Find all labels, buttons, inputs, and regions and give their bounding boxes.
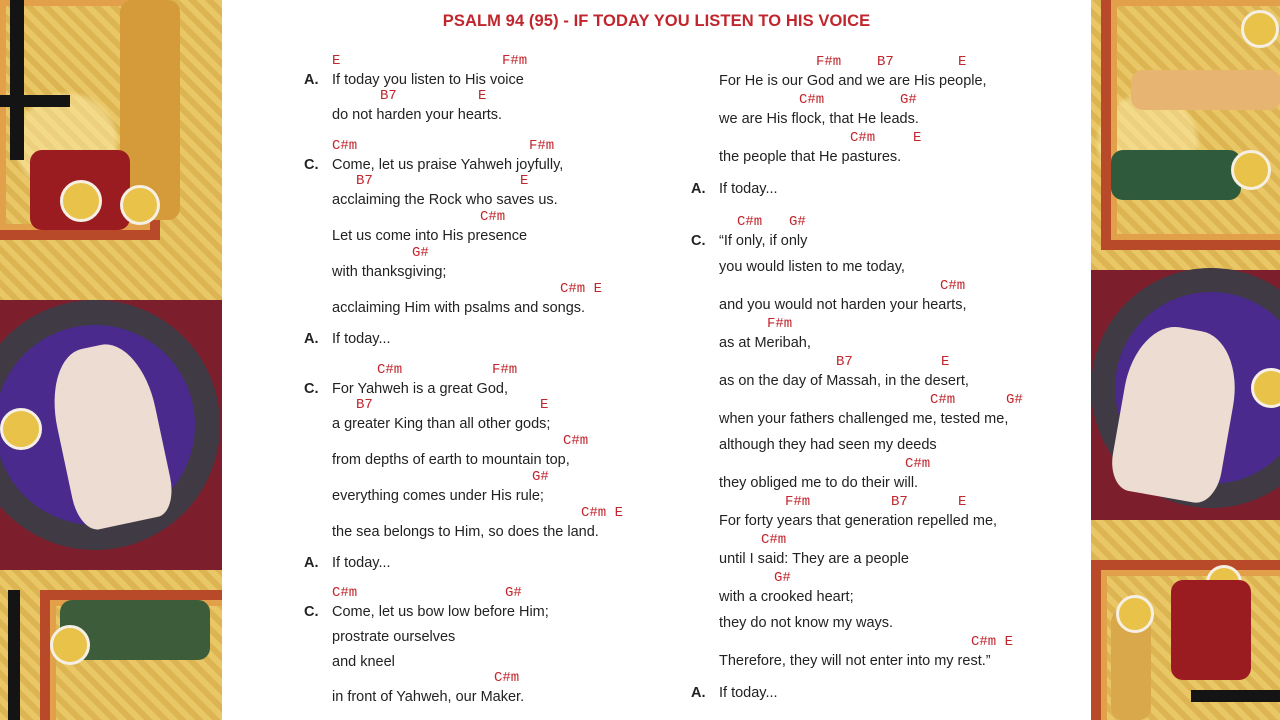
lyric-line <box>304 585 549 621</box>
chord-symbol: E <box>958 54 967 70</box>
lyric-line <box>332 281 603 317</box>
chord-symbol: F#m <box>529 138 555 154</box>
lyric-text: acclaiming the Rock who saves us. <box>332 192 558 208</box>
chord-symbol: E <box>478 88 487 104</box>
chord-symbol: E <box>540 397 549 413</box>
lyric-line <box>304 554 391 572</box>
lyric-line <box>719 570 854 606</box>
chord-symbol: E <box>958 494 967 510</box>
lyric-line <box>691 180 778 198</box>
lyric-text: If today... <box>719 685 778 701</box>
part-marker: C. <box>691 233 706 249</box>
chord-symbol: G# <box>774 570 791 586</box>
chord-symbol: C#m <box>799 92 825 108</box>
lyric-text: Come, let us bow low before Him; <box>332 604 549 620</box>
lyric-line <box>719 456 931 492</box>
lyric-text: Come, let us praise Yahweh joyfully, <box>332 157 564 173</box>
lyric-line <box>719 92 919 128</box>
part-marker: C. <box>304 157 319 173</box>
lyric-text: with a crooked heart; <box>719 589 854 605</box>
lyric-line <box>719 614 893 632</box>
lyric-text: “If only, if only <box>719 233 808 249</box>
lyric-line <box>719 392 1023 428</box>
chord-symbol: E <box>941 354 950 370</box>
chord-symbol: F#m <box>492 362 518 378</box>
part-marker: A. <box>691 685 706 701</box>
lyric-text: and kneel <box>332 654 395 670</box>
lyric-line <box>332 670 525 706</box>
lyric-line <box>691 684 778 702</box>
lyric-text: acclaiming Him with psalms and songs. <box>332 300 586 316</box>
chord-symbol: E <box>520 173 529 189</box>
chord-symbol: C#m <box>377 362 403 378</box>
right-decorative-panel <box>1091 0 1280 720</box>
chord-symbol: C#m <box>737 214 763 230</box>
lyric-line <box>332 469 549 505</box>
chord-symbol: G# <box>412 245 429 261</box>
chord-symbol: C#m <box>332 585 358 601</box>
lyric-text: prostrate ourselves <box>332 629 456 645</box>
lyric-line <box>332 505 624 541</box>
lyric-line <box>332 173 558 209</box>
lyric-line <box>691 214 808 250</box>
lyric-line <box>719 316 811 352</box>
lyric-text: although they had seen my deeds <box>719 437 937 453</box>
chord-symbol: C#m <box>850 130 876 146</box>
lyric-line <box>719 354 969 390</box>
lyric-text: as at Meribah, <box>719 335 811 351</box>
part-marker: A. <box>304 72 319 88</box>
lyric-line <box>332 209 528 245</box>
lyric-line <box>719 54 987 90</box>
chord-symbol: C#m <box>332 138 358 154</box>
lyric-text: If today... <box>719 181 778 197</box>
lyric-line <box>719 278 967 314</box>
lyric-text: in front of Yahweh, our Maker. <box>332 689 525 705</box>
lyric-text: you would listen to me today, <box>719 259 905 275</box>
lyric-text: Let us come into His presence <box>332 228 528 244</box>
lyric-text: If today... <box>332 555 391 571</box>
lyric-line <box>332 628 455 646</box>
lyric-line <box>332 653 395 671</box>
chord-symbol: C#m <box>930 392 956 408</box>
lyric-text: a greater King than all other gods; <box>332 416 551 432</box>
chord-symbol: F#m <box>816 54 842 70</box>
lyric-line <box>332 397 551 433</box>
chord-symbol: C#m <box>761 532 787 548</box>
lyric-text: they obliged me to do their will. <box>719 475 919 491</box>
chord-symbol: B7 <box>356 173 373 189</box>
lyric-text: with thanksgiving; <box>332 264 447 280</box>
lyric-line <box>719 130 922 166</box>
lyric-text: they do not know my ways. <box>719 615 894 631</box>
chord-symbol: G# <box>532 469 549 485</box>
lyric-text: For Yahweh is a great God, <box>332 381 508 397</box>
left-decorative-panel <box>0 0 222 720</box>
lyric-text: If today... <box>332 331 391 347</box>
lyric-text: the people that He pastures. <box>719 149 902 165</box>
part-marker: A. <box>691 181 706 197</box>
chord-symbol: E <box>913 130 922 146</box>
song-sheet <box>222 0 1091 720</box>
chord-symbol: C#m <box>905 456 931 472</box>
chord-symbol: B7 <box>356 397 373 413</box>
lyric-text: Therefore, they will not enter into my rest.” <box>719 653 991 669</box>
lyric-text: and you would not harden your hearts, <box>719 297 967 313</box>
chord-symbol: C#m E <box>581 505 624 521</box>
part-marker: C. <box>304 381 319 397</box>
part-marker: C. <box>304 604 319 620</box>
lyric-text: from depths of earth to mountain top, <box>332 452 570 468</box>
lyric-text: For He is our God and we are His people, <box>719 73 987 89</box>
chord-symbol: C#m <box>480 209 506 225</box>
chord-symbol: C#m <box>494 670 520 686</box>
lyric-line <box>304 362 518 398</box>
lyric-text: when your fathers challenged me, tested me, <box>719 411 1009 427</box>
part-marker: A. <box>304 555 319 571</box>
chord-symbol: C#m <box>563 433 589 449</box>
lyric-text: as on the day of Massah, in the desert, <box>719 373 969 389</box>
chord-symbol: G# <box>789 214 806 230</box>
chord-symbol: B7 <box>877 54 894 70</box>
chord-symbol: F#m <box>502 53 528 69</box>
lyric-text: For forty years that generation repelled me, <box>719 513 998 529</box>
lyric-line <box>304 138 564 174</box>
chord-symbol: B7 <box>891 494 908 510</box>
lyric-text: the sea belongs to Him, so does the land. <box>332 524 599 540</box>
chord-symbol: G# <box>900 92 917 108</box>
chord-symbol: B7 <box>836 354 853 370</box>
lyric-line <box>332 433 589 469</box>
lyric-line <box>719 532 909 568</box>
chord-symbol: C#m E <box>560 281 603 297</box>
chord-symbol: E <box>332 53 341 69</box>
lyric-line <box>719 634 1014 670</box>
part-marker: A. <box>304 331 319 347</box>
lyric-line <box>719 494 998 530</box>
lyric-line <box>304 330 391 348</box>
lyric-text: we are His flock, that He leads. <box>719 111 919 127</box>
lyric-text: everything comes under His rule; <box>332 488 544 504</box>
lyric-line <box>332 245 447 281</box>
lyric-line <box>719 436 937 454</box>
chord-symbol: F#m <box>767 316 793 332</box>
chord-symbol: F#m <box>785 494 811 510</box>
chord-symbol: G# <box>505 585 522 601</box>
chord-symbol: C#m <box>940 278 966 294</box>
lyric-text: do not harden your hearts. <box>332 107 503 123</box>
chord-symbol: C#m E <box>971 634 1014 650</box>
lyric-text: until I said: They are a people <box>719 551 909 567</box>
chord-symbol: B7 <box>380 88 397 104</box>
song-title: PSALM 94 (95) - IF TODAY YOU LISTEN TO HIS VOICE <box>442 12 871 30</box>
chord-symbol: G# <box>1006 392 1023 408</box>
lyric-line <box>719 258 905 276</box>
lyric-line <box>304 53 528 89</box>
lyric-line <box>332 88 503 124</box>
lyric-text: If today you listen to His voice <box>332 72 524 88</box>
